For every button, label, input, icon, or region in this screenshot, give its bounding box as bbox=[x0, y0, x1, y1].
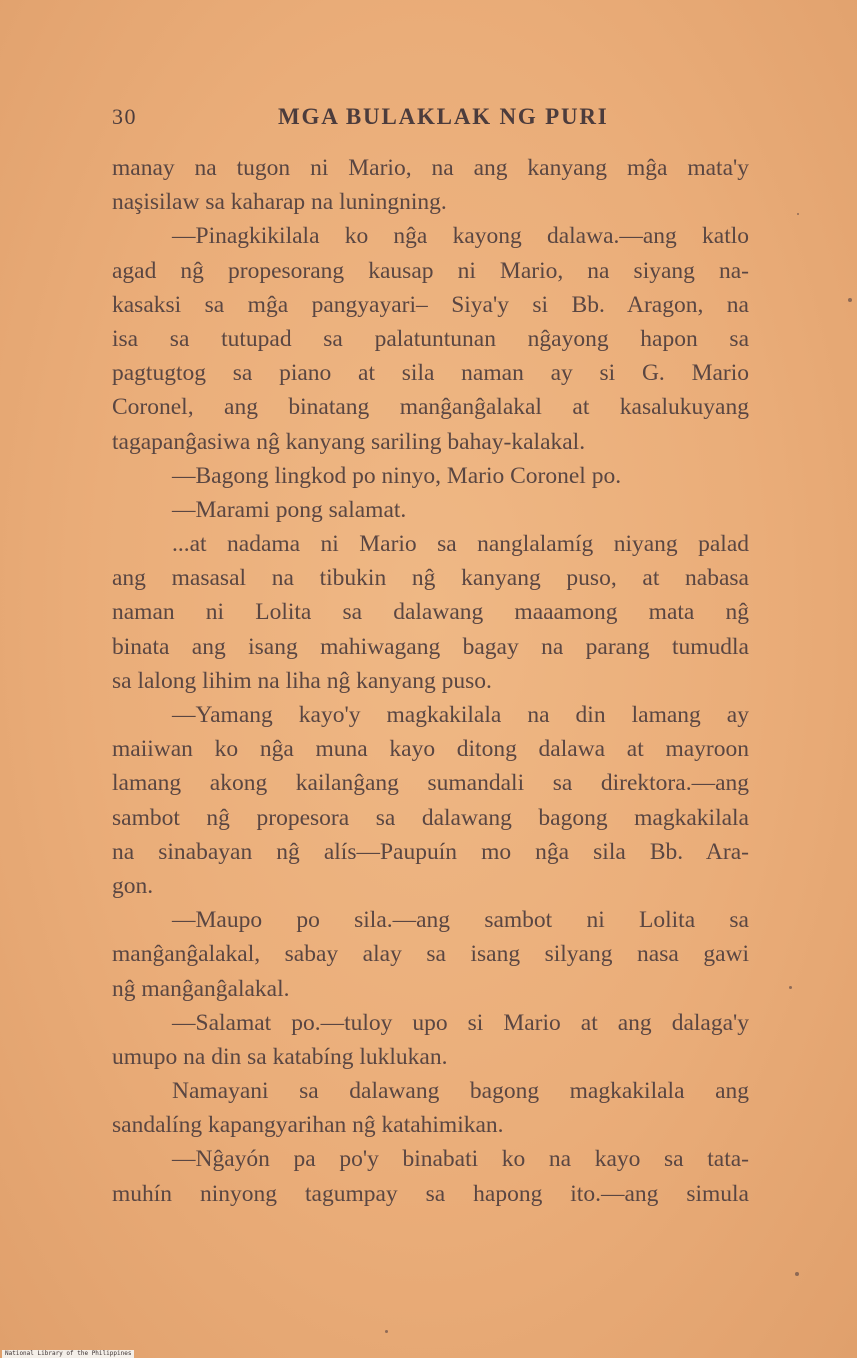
text-line: —Salamat po.—tuloy upo si Mario at ang dalaga'y bbox=[172, 1009, 749, 1036]
text-line: gon. bbox=[112, 872, 154, 899]
text-line: Coronel, ang binatang manĝanĝalakal at kasalukuyang bbox=[112, 394, 749, 421]
text-line: isa sa tutupad sa palatuntunan nĝayong hapon sa bbox=[112, 325, 749, 352]
text-line: umupo na din sa katabíng luklukan. bbox=[112, 1043, 448, 1070]
text-line: —Yamang kayo'y magkakilala na din lamang ay bbox=[172, 702, 749, 728]
text-line: lamang akong kailanĝang sumandali sa direktora.—ang bbox=[112, 770, 749, 797]
paper-speck bbox=[385, 1330, 388, 1333]
text-line: —Pinagkikilala ko nĝa kayong dalawa.—ang katlo bbox=[172, 223, 749, 250]
book-title: MGA BULAKLAK NG PURI bbox=[278, 104, 609, 129]
text-line: sambot nĝ propesora sa dalawang bagong magkakilala bbox=[112, 804, 749, 831]
text-line: manay na tugon ni Mario, na ang kanyang mĝa mata'y bbox=[112, 155, 749, 181]
text-line: naşisilaw sa kaharap na luningning. bbox=[112, 189, 447, 216]
paper-speck bbox=[797, 213, 799, 215]
text-line: na sinabayan nĝ alís—Paupuín mo nĝa sila Bb. Ara- bbox=[112, 838, 749, 865]
text-line: —Maupo po sila.—ang sambot ni Lolita sa bbox=[172, 907, 749, 934]
text-line: maiiwan ko nĝa muna kayo ditong dalawa at mayroon bbox=[112, 736, 749, 763]
text-line: ang masasal na tibukin nĝ kanyang puso, at nabasa bbox=[112, 565, 749, 592]
paper-speck bbox=[789, 986, 792, 989]
text-line: sa lalong lihim na liha nĝ kanyang puso. bbox=[112, 667, 492, 694]
running-head bbox=[112, 104, 752, 140]
paper-speck bbox=[795, 1272, 799, 1276]
text-line: kasaksi sa mĝa pangyayari– Siya'y si Bb. Aragon, na bbox=[112, 291, 749, 318]
text-line: sandalíng kapangyarihan nĝ katahimikan. bbox=[112, 1112, 504, 1139]
body-text bbox=[112, 151, 749, 1211]
page-number: 30 bbox=[112, 104, 137, 129]
text-line: muhín ninyong tagumpay sa hapong ito.—ang simula bbox=[112, 1180, 749, 1207]
text-line: —Nĝayón pa po'y binabati ko na kayo sa tata- bbox=[172, 1146, 749, 1173]
text-line: —Bagong lingkod po ninyo, Mario Coronel po. bbox=[172, 462, 622, 489]
text-line: nĝ manĝanĝalakal. bbox=[112, 975, 290, 1002]
text-line: binata ang isang mahiwagang bagay na parang tumudla bbox=[112, 633, 749, 660]
library-credit: National Library of the Philippines bbox=[2, 1350, 134, 1358]
text-line: Namayani sa dalawang bagong magkakilala ang bbox=[172, 1078, 749, 1105]
text-line: agad nĝ propesorang kausap ni Mario, na siyang na- bbox=[112, 257, 749, 284]
paper-speck bbox=[848, 298, 852, 302]
text-line: naman ni Lolita sa dalawang maaamong mata nĝ bbox=[112, 599, 749, 626]
text-line: tagapanĝasiwa nĝ kanyang sariling bahay-kalakal. bbox=[112, 428, 586, 455]
text-line: —Marami pong salamat. bbox=[172, 496, 407, 523]
text-line: ...at nadama ni Mario sa nanglalamíg niyang palad bbox=[172, 531, 749, 558]
text-line: pagtugtog sa piano at sila naman ay si G. Mario bbox=[112, 360, 749, 387]
text-line: manĝanĝalakal, sabay alay sa isang silyang nasa gawi bbox=[112, 941, 749, 968]
